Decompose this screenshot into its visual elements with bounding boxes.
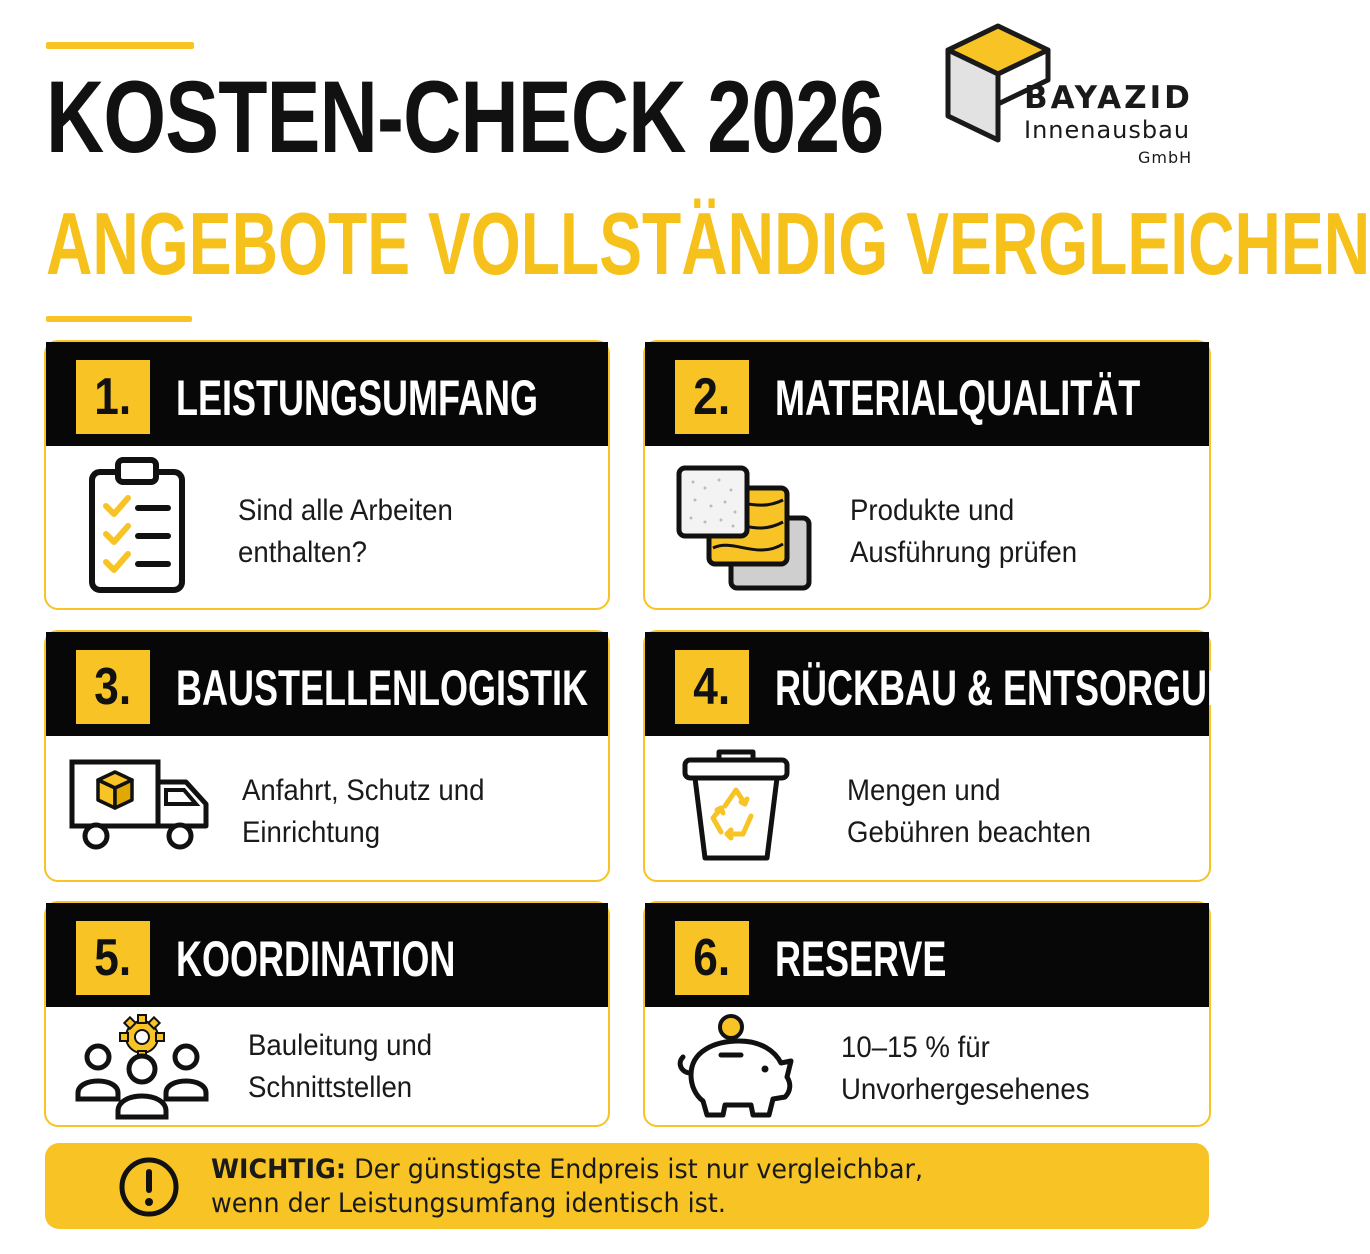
card-description: Anfahrt, Schutz und Einrichtung [242,774,485,849]
card-body [46,736,608,880]
card-number: 2. [675,360,749,434]
delivery-truck-icon [68,756,218,856]
card-description: Bauleitung und Schnittstellen [248,1029,433,1104]
piggy-bank-icon [669,1011,799,1121]
brand-legal-form: GmbH [1138,148,1193,167]
important-note-banner [45,1143,1209,1229]
card-number: 6. [675,921,749,995]
card-title: RÜCKBAU & ENTSORGUNG [775,660,1261,716]
top-accent-bar [46,42,194,49]
team-gear-icon [72,1011,212,1121]
brand-subtitle: Innenausbau [1024,116,1191,144]
card-header [645,342,1209,446]
material-samples-icon [675,464,815,594]
brand-name: BAYAZID [1024,80,1193,116]
card-header [645,903,1209,1007]
exclamation-circle-icon [117,1155,181,1219]
card-number: 1. [76,360,150,434]
card-number: 4. [675,650,749,724]
card-body [645,446,1209,608]
card-leistungsumfang [44,340,610,610]
card-title: RESERVE [775,931,947,987]
card-rueckbau-entsorgung [643,630,1261,882]
card-header [46,342,608,446]
card-body [46,446,608,608]
card-baustellenlogistik [44,630,610,882]
card-koordination [44,901,610,1127]
note-label: WICHTIG: [211,1154,347,1185]
card-description: Mengen und Gebühren beachten [847,774,1092,849]
card-header [645,632,1261,736]
card-reserve [643,901,1211,1127]
card-description: Sind alle Arbeiten enthalten? [238,494,453,569]
card-body [645,736,1209,880]
card-body [645,1007,1209,1125]
important-note-text: WICHTIG: Der günstigste Endpreis ist nur vergleichbar, wenn der Leistungsumfang identisch ist. [211,1154,924,1219]
card-materialqualitaet [643,340,1211,610]
card-header [46,632,608,736]
card-title: MATERIALQUALITÄT [775,370,1141,426]
recycling-bin-icon [681,746,791,866]
card-description: Produkte und Ausführung prüfen [850,494,1078,569]
page-title: KOSTEN-CHECK 2026 [46,60,884,174]
card-title: LEISTUNGSUMFANG [176,370,539,426]
card-description: 10–15 % für Unvorhergesehenes [841,1031,1090,1106]
page-subtitle: ANGEBOTE VOLLSTÄNDIG VERGLEICHEN [46,194,1370,293]
card-number: 3. [76,650,150,724]
bottom-accent-bar [46,316,192,322]
card-body [46,1007,608,1125]
card-header [46,903,608,1007]
card-title: KOORDINATION [176,931,456,987]
card-number: 5. [76,921,150,995]
card-title: BAUSTELLENLOGISTIK [176,660,588,716]
clipboard-checklist-icon [82,454,192,594]
